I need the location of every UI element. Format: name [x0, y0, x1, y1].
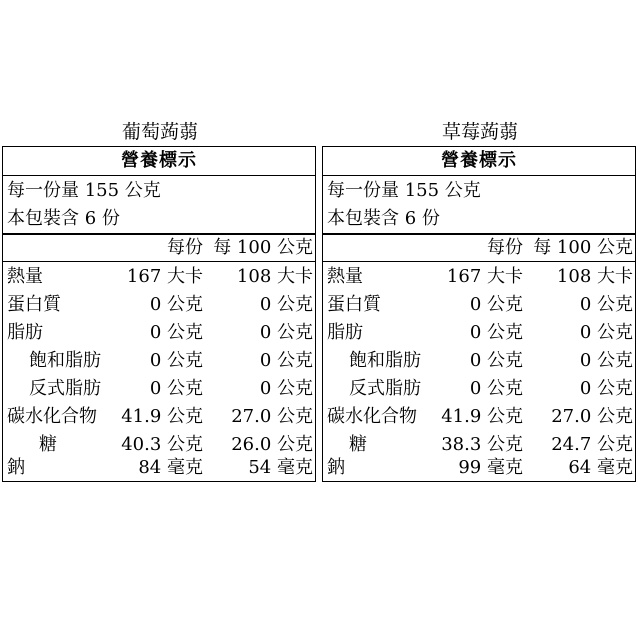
value-per-100g: 0 公克 — [259, 378, 313, 399]
nutrient-name: 鈉 — [7, 457, 25, 478]
servings-per-package: 本包裝含 6 份 — [7, 208, 120, 229]
value-per-100g: 0 公克 — [579, 378, 633, 399]
servings-per-package: 本包裝含 6 份 — [327, 208, 440, 229]
value-per-serving: 41.9 公克 — [121, 406, 203, 427]
value-per-serving: 0 公克 — [469, 350, 523, 371]
value-per-serving: 0 公克 — [149, 322, 203, 343]
divider — [3, 261, 315, 262]
col-header-per-100g: 每 100 公克 — [533, 237, 633, 258]
nutrient-name: 脂肪 — [7, 322, 43, 343]
value-per-serving: 0 公克 — [469, 322, 523, 343]
value-per-100g: 26.0 公克 — [231, 434, 313, 455]
value-per-serving: 0 公克 — [149, 378, 203, 399]
value-per-100g: 27.0 公克 — [231, 406, 313, 427]
panel-title: 營養標示 — [441, 150, 517, 171]
value-per-serving: 0 公克 — [149, 350, 203, 371]
value-per-100g: 54 毫克 — [248, 457, 313, 478]
nutrition-panel — [2, 146, 316, 482]
value-per-100g: 0 公克 — [259, 350, 313, 371]
value-per-100g: 64 毫克 — [568, 457, 633, 478]
nutrient-name: 鈉 — [327, 457, 345, 478]
nutrient-name: 蛋白質 — [7, 294, 61, 315]
value-per-100g: 24.7 公克 — [551, 434, 633, 455]
value-per-serving: 167 大卡 — [446, 266, 523, 287]
value-per-100g: 0 公克 — [259, 322, 313, 343]
serving-size: 每一份量 155 公克 — [7, 180, 161, 201]
nutrient-name: 熱量 — [327, 266, 363, 287]
divider — [3, 175, 315, 176]
value-per-serving: 99 毫克 — [458, 457, 523, 478]
col-header-per-serving: 每份 — [487, 237, 523, 258]
nutrient-name: 飽和脂肪 — [29, 350, 101, 371]
value-per-100g: 27.0 公克 — [551, 406, 633, 427]
nutrient-name: 碳水化合物 — [327, 406, 417, 427]
value-per-100g: 108 大卡 — [556, 266, 633, 287]
nutrient-name: 熱量 — [7, 266, 43, 287]
product-name: 葡萄蒟蒻 — [121, 121, 198, 143]
nutrient-name: 糖 — [39, 434, 57, 455]
divider — [323, 261, 635, 262]
nutrient-name: 糖 — [349, 434, 367, 455]
col-header-per-100g: 每 100 公克 — [213, 237, 313, 258]
product-name: 草莓蒟蒻 — [441, 121, 518, 143]
panel-title: 營養標示 — [121, 150, 197, 171]
serving-size: 每一份量 155 公克 — [327, 180, 481, 201]
divider — [323, 175, 635, 176]
value-per-100g: 0 公克 — [259, 294, 313, 315]
nutrient-name: 碳水化合物 — [7, 406, 97, 427]
value-per-100g: 0 公克 — [579, 294, 633, 315]
nutrient-name: 飽和脂肪 — [349, 350, 421, 371]
nutrient-name: 反式脂肪 — [349, 378, 421, 399]
value-per-100g: 0 公克 — [579, 322, 633, 343]
value-per-serving: 0 公克 — [149, 294, 203, 315]
nutrition-panel — [322, 146, 636, 482]
value-per-serving: 0 公克 — [469, 378, 523, 399]
nutrient-name: 蛋白質 — [327, 294, 381, 315]
value-per-serving: 40.3 公克 — [121, 434, 203, 455]
col-header-per-serving: 每份 — [167, 237, 203, 258]
value-per-serving: 167 大卡 — [126, 266, 203, 287]
value-per-serving: 0 公克 — [469, 294, 523, 315]
nutrient-name: 脂肪 — [327, 322, 363, 343]
nutrient-name: 反式脂肪 — [29, 378, 101, 399]
value-per-serving: 41.9 公克 — [441, 406, 523, 427]
value-per-100g: 0 公克 — [579, 350, 633, 371]
value-per-serving: 38.3 公克 — [441, 434, 523, 455]
value-per-100g: 108 大卡 — [236, 266, 313, 287]
value-per-serving: 84 毫克 — [138, 457, 203, 478]
